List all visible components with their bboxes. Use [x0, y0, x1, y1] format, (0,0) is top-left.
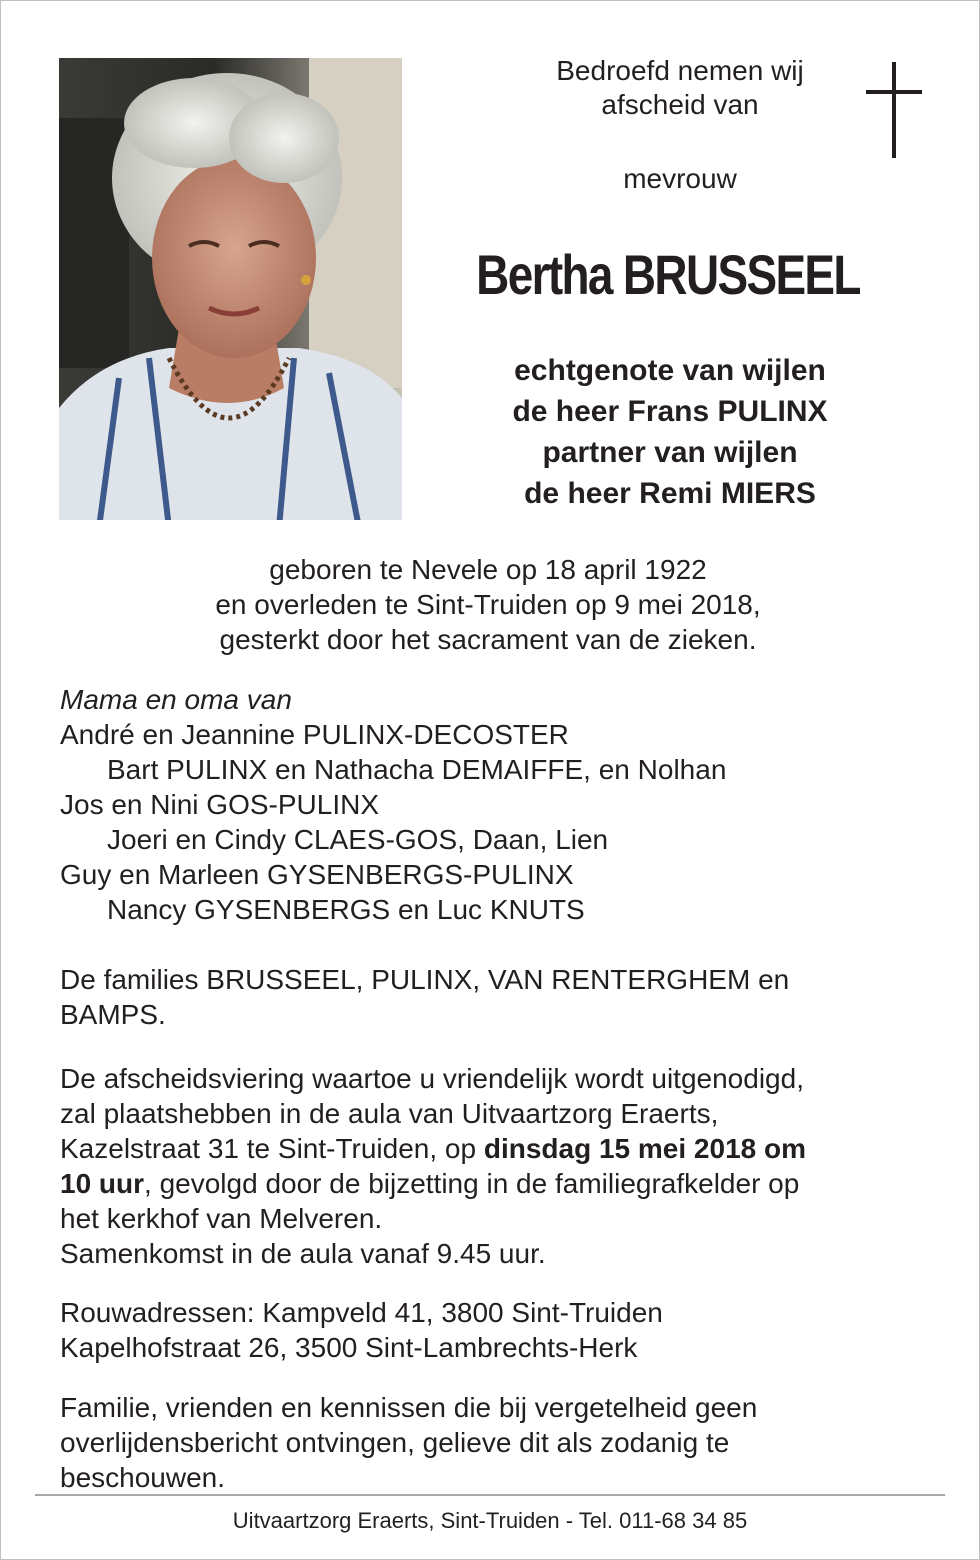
deceased-name: Bertha BRUSSEEL: [476, 243, 860, 306]
ceremony-line: het kerkhof van Melveren.: [60, 1203, 383, 1234]
funeral-home-footer: Uitvaartzorg Eraerts, Sint-Truiden - Tel. 011-68 34 85: [232, 1508, 748, 1533]
ceremony-date: dinsdag 15 mei 2018 om: [483, 1133, 806, 1164]
families-line: BAMPS.: [60, 999, 166, 1030]
families-line: De families BRUSSEEL, PULINX, VAN RENTERGHEM en: [60, 964, 790, 995]
address-line: Rouwadressen: Kampveld 41, 3800 Sint-Truiden: [60, 1297, 663, 1328]
family-member: Guy en Marleen GYSENBERGS-PULINX: [60, 859, 574, 890]
ceremony-paragraph: [60, 1061, 920, 1271]
notice-line: overlijdensbericht ontvingen, gelieve dit als zodanig te: [60, 1427, 730, 1458]
family-member: Jos en Nini GOS-PULINX: [60, 789, 379, 820]
family-member: André en Jeannine PULINX-DECOSTER: [60, 719, 569, 750]
gathering-line: Samenkomst in de aula vanaf 9.45 uur.: [60, 1238, 546, 1269]
ceremony-line: De afscheidsviering waartoe u vriendelijk wordt uitgenodigd,: [60, 1063, 804, 1094]
notice-line: beschouwen.: [60, 1462, 226, 1493]
family-heading: Mama en oma van: [60, 684, 292, 715]
family-member: Bart PULINX en Nathacha DEMAIFFE, en Nolhan: [107, 754, 727, 785]
spouse-line: echtgenote van wijlen: [514, 354, 826, 387]
birth-death-block: [60, 552, 916, 657]
intro-line: afscheid van: [601, 89, 759, 120]
title-word: mevrouw: [623, 163, 737, 194]
portrait-photo: [59, 58, 402, 520]
intro-text: [500, 54, 860, 122]
family-member: Nancy GYSENBERGS en Luc KNUTS: [107, 894, 585, 925]
spouse-line: partner van wijlen: [542, 436, 798, 469]
ceremony-burial: , gevolgd door de bijzetting in de familiegrafkelder op: [144, 1168, 800, 1199]
family-member: Joeri en Cindy CLAES-GOS, Daan, Lien: [107, 824, 609, 855]
spouse-line: de heer Remi MIERS: [524, 477, 816, 510]
cross-icon: [866, 62, 922, 158]
birth-line: geboren te Nevele op 18 april 1922: [269, 554, 707, 585]
portrait-illustration: [59, 58, 402, 520]
notice-paragraph: [60, 1390, 920, 1495]
intro-line: Bedroefd nemen wij: [556, 55, 804, 86]
families-paragraph: [60, 962, 920, 1032]
ceremony-line: zal plaatshebben in de aula van Uitvaartzorg Eraerts,: [60, 1098, 719, 1129]
spouse-line: de heer Frans PULINX: [512, 395, 828, 428]
sacrament-line: gesterkt door het sacrament van de zieken.: [219, 624, 757, 655]
family-list: [60, 682, 940, 927]
ceremony-time: 10 uur: [60, 1168, 145, 1199]
notice-line: Familie, vrienden en kennissen die bij vergetelheid geen: [60, 1392, 758, 1423]
address-line: Kapelhofstraat 26, 3500 Sint-Lambrechts-Herk: [60, 1332, 638, 1363]
death-line: en overleden te Sint-Truiden op 9 mei 2018,: [215, 589, 761, 620]
spouse-block: [460, 350, 880, 514]
condolence-addresses: [60, 1295, 920, 1365]
footer-divider: [35, 1494, 945, 1496]
ceremony-location: Kazelstraat 31 te Sint-Truiden, op: [60, 1133, 484, 1164]
